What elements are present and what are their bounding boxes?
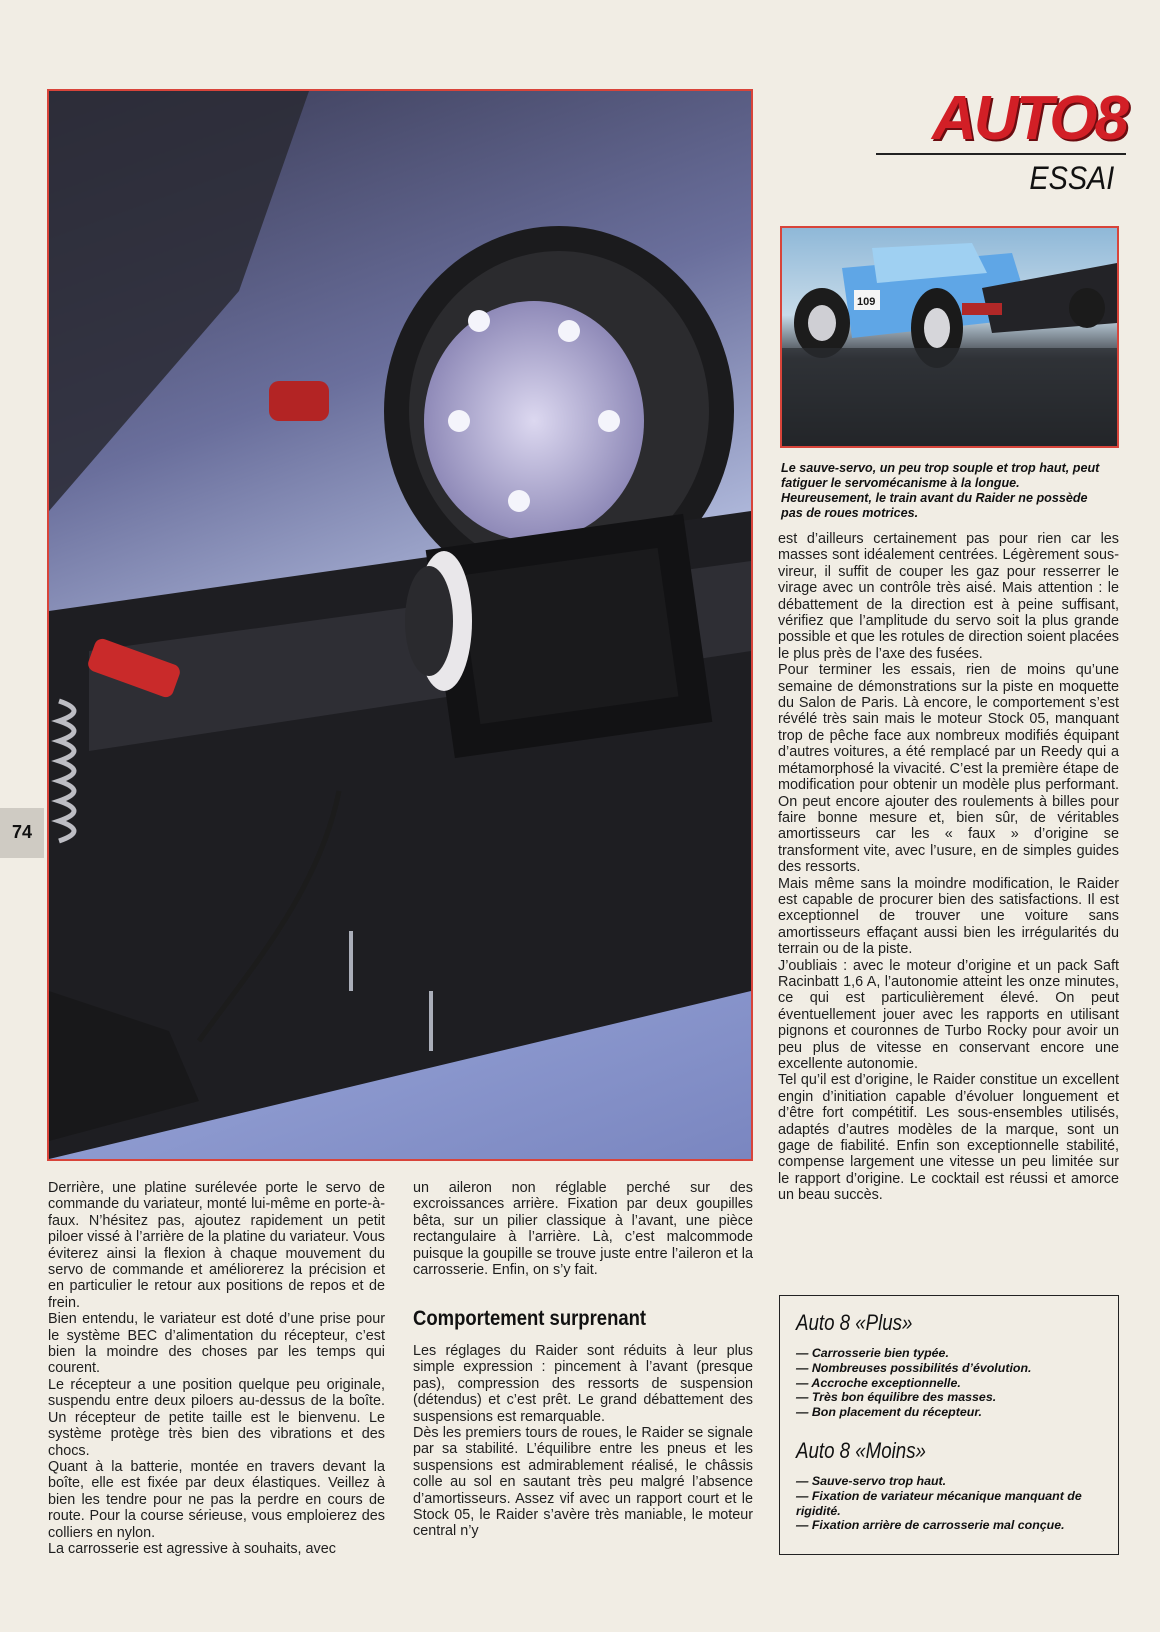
section-heading: Comportement surprenant bbox=[413, 1307, 647, 1330]
minus-item: — Fixation de variateur mécanique manquant de rigidité. bbox=[796, 1488, 1082, 1518]
paragraph: Derrière, une platine surélevée porte le servo de commande du variateur, monté lui-même en porte-à-faux. N’hésitez pas, ajoutez rapidement un petit piloer vissé à l’arrière de la platine du variateur. Vous éviterez ainsi la flexion à chaque mouvement du servo de commande et améliorerez la précision et en particulier le retour aux positions de repos et de frein. bbox=[48, 1180, 385, 1311]
section-label: ESSAI bbox=[1029, 160, 1114, 196]
minus-item: — Fixation arrière de carrosserie mal conçue. bbox=[796, 1518, 1065, 1533]
minus-title: Auto 8 «Moins» bbox=[796, 1438, 926, 1463]
article-column-middle-top bbox=[413, 1180, 753, 1278]
paragraph: J’oubliais : avec le moteur d’origine et un pack Saft Racinbatt 1,6 A, l’autonomie atteint les onze minutes, ce qui est particulièrement élevé. On peut éventuellement jouer avec les rapports en utilisant pignons et couronnes de Turbo Rocky pour avoir un peu plus de vitesse en conservant encore une excellente autonomie. bbox=[778, 957, 1119, 1072]
paragraph: Pour terminer les essais, rien de moins qu’une semaine de démonstrations sur la piste en moquette du Salon de Paris. Là encore, le comportement s’est révélé très sain mais le moteur Stock 05, manquant trop de pêche face aux nombreux modifiés équipant d’autres voitures, a été remplacé par un Reedy qui a métamorphosé la vivacité. C’est la première étape de modification pour obtenir un modèle plus performant. On peut encore ajouter des roulements à billes pour faire bonne mesure et, bien sûr, de véritables amortisseurs car les « faux » d’origine se transforment vite, avec l’usure, en de simples guides des ressorts. bbox=[778, 662, 1119, 876]
paragraph: un aileron non réglable perché sur des excroissances arrière. Fixation par deux goupilles bêta, sur un pilier classique à l’avant, une pièce rectangulaire à l’arrière. Là, c’est malcommode puisque la goupille se trouve juste entre l’aileron et la carrosserie. Enfin, on s’y fait. bbox=[413, 1180, 753, 1279]
main-photo-chassis bbox=[47, 89, 753, 1161]
paragraph: est d’ailleurs certainement pas pour rien car les masses sont idéalement centrées. Légèrement sous-vireur, il suffit de couper les gaz pour resserrer le virage avec un contrôle très aisé. Mais attention : le débattement de la direction est à peine suffisant, vérifiez que l’amplitude du servo soit la plus grande possible et que les rotules de direction soient placées le plus près de l’axe des fusées. bbox=[778, 531, 1119, 662]
minus-item: — Sauve-servo trop haut. bbox=[796, 1474, 947, 1488]
photo-caption: Le sauve-servo, un peu trop souple et trop haut, peut fatiguer le servomécanisme à la longue. Heureusement, le train avant du Raider ne possède pas de roues motrices. bbox=[781, 461, 1100, 520]
small-photo-raider-car bbox=[780, 226, 1119, 448]
logo-brand-text: AUTO8 bbox=[931, 84, 1126, 153]
plus-minus-box bbox=[779, 1295, 1119, 1555]
page-number-tab bbox=[0, 808, 44, 858]
article-column-right bbox=[778, 531, 1119, 1204]
plus-item: — Carrosserie bien typée. bbox=[796, 1346, 949, 1360]
plus-item: — Très bon équilibre des masses. bbox=[796, 1390, 997, 1405]
paragraph: Les réglages du Raider sont réduits à leur plus simple expression : pincement à l’avant (presque pas), compression des ressorts de suspension (détendus) et c’est prêt. Le grand débattement des suspensions est remarquable. bbox=[413, 1343, 753, 1425]
article-column-middle-bottom bbox=[413, 1343, 753, 1540]
plus-item: — Nombreuses possibilités d’évolution. bbox=[796, 1360, 1032, 1375]
plus-list bbox=[796, 1346, 1106, 1420]
plus-title: Auto 8 «Plus» bbox=[796, 1310, 913, 1335]
paragraph: Le récepteur a une position quelque peu originale, suspendu entre deux piloers au-dessus de la boîte. Un récepteur de petite taille est le bienvenu. Le système protège très bien des vibrations et des chocs. bbox=[48, 1376, 385, 1459]
page-number: 74 bbox=[12, 822, 33, 842]
paragraph: Bien entendu, le variateur est doté d’une prise pour le système BEC d’alimentation du récepteur, c’est bien la moindre des choses par les temps qui courent. bbox=[48, 1311, 385, 1377]
paragraph: La carrosserie est agressive à souhaits, avec bbox=[48, 1540, 336, 1557]
car-number-label: 109 bbox=[857, 296, 876, 308]
paragraph: Mais même sans la moindre modification, le Raider est capable de procurer bien des satisfactions. Il est exceptionnel de trouver une voiture sans amortisseurs effaçant aussi bien les irrégularités du terrain ou de la piste. bbox=[778, 875, 1119, 958]
paragraph: Tel qu’il est d’origine, le Raider constitue un excellent engin d’initiation capable d’évoluer longuement et d’être fort compétitif. Les sous-ensembles utilisés, adaptés d’autres modèles de la marque, sont un gage de fiabilité. Enfin son exceptionnelle stabilité, compense largement une vitesse un peu limitée sur le rapport d’origine. Le cocktail est réussi et amorce un beau succès. bbox=[778, 1072, 1119, 1204]
magazine-logo bbox=[876, 83, 1126, 198]
paragraph: Quant à la batterie, montée en travers devant la boîte, elle est fixée par deux élastiques. Veillez à bien les tendre pour ne pas la perdre en cours de route. Pour la course sérieuse, vous emploierez des colliers en nylon. bbox=[48, 1458, 385, 1541]
plus-item: — Bon placement du récepteur. bbox=[796, 1405, 982, 1420]
minus-list bbox=[796, 1474, 1106, 1533]
buggy-illustration bbox=[782, 228, 1117, 446]
article-column-left bbox=[48, 1180, 385, 1557]
plus-item: — Accroche exceptionnelle. bbox=[796, 1375, 961, 1390]
paragraph: Dès les premiers tours de roues, le Raider se signale par sa stabilité. L’équilibre entre les pneus et les suspensions est admirablement réalisé, le châssis colle au sol en sautant très peu malgré l’absence d’amortisseurs. Assez vif avec un rapport court et le Stock 05, le Raider s’avère très maniable, le moteur central n’y bbox=[413, 1425, 753, 1540]
chassis-illustration bbox=[49, 91, 751, 1159]
logo-underline bbox=[876, 153, 1126, 155]
